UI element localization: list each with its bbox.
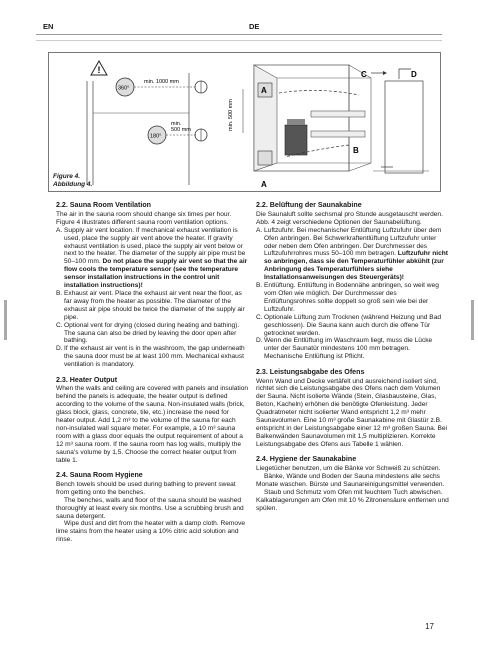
column-german [256, 202, 449, 513]
list-item-d [56, 345, 249, 369]
header-rule-secondary [36, 40, 442, 41]
svg-text:500 mm: 500 mm [171, 127, 191, 133]
section-title-ventilation: 2.2. Belüftung der Saunakabine [256, 201, 362, 209]
section-title-hygiene: 2.4. Sauna Room Hygiene [56, 471, 143, 479]
section-title-ventilation: 2.2. Sauna Room Ventilation [56, 201, 151, 209]
list-text: Optionale Lüftung zum Trocknen (während Heizung und Bad geschlossen). Die Sauna kann auch durch die offene Tür getrocknet werden. [264, 313, 442, 337]
warning-icon [91, 61, 107, 75]
section-title-heater-output: 2.3. Heater Output [56, 375, 118, 384]
heater-360-icon [116, 78, 134, 96]
ventilation-intro: Die Saunaluft sollte sechsmal pro Stunde ausgetauscht werden. Abb. 4 zeigt verschiedene Optionen der Saunabelüftung. [256, 210, 443, 226]
sauna-room-drawing [243, 65, 429, 173]
list-item-c [256, 314, 449, 338]
ventilation-figure [48, 52, 441, 192]
list-letter: A. [56, 226, 63, 234]
dimension-label-1000: min. 1000 mm [144, 79, 179, 85]
hygiene-paragraph-2: Bänke, Wände und Boden der Sauna mindestens alle sechs Monate waschen. Bürste und Saunareinigungsmittel verwenden. [256, 473, 445, 488]
list-letter: C. [256, 313, 263, 321]
language-tag-en: EN [43, 22, 54, 31]
list-item-d [256, 337, 449, 361]
vent-label-a-top: A [261, 86, 267, 95]
list-text: Luftzufuhr. Bei mechanischer Entlüftung Luftzufuhr über dem Ofen anbringen. Bei Schwerkraftentlüftung Luftzufuhr unter oder neben dem Ofen anbringen. Der Durchmesser des Luftzufuhrrohres muss 50–100 mm betragen. [264, 226, 442, 258]
list-text: Optional vent for drying (closed during heating and bathing). The sauna can also be dried by leaving the door open after bathing. [64, 321, 240, 345]
list-letter: D. [56, 345, 63, 353]
section-title-hygiene: 2.4. Hygiene der Saunakabine [256, 455, 357, 464]
warning-text: Luftzufuhr nicht so anbringen, dass sie den Temperaturfühler abkühlt (zur Anbringung des Temperaturfühlers siehe Installationsanweisungen des Steuergeräts)! [264, 250, 448, 282]
list-letter: D. [256, 337, 263, 345]
vent-label-d: D [411, 70, 417, 79]
degree-label-180: 180° [150, 133, 162, 140]
list-text: Entlüftung. Entlüftung in Bodennähe anbringen, so weit weg vom Ofen wie möglich. Der Durchmesser des Entlüftungsrohres sollte doppelt so groß sein wie bei der Luftzufuhr. [264, 282, 439, 313]
figure-caption-en: Figure 4. [53, 173, 81, 180]
person-icon-bottom [195, 129, 207, 141]
list-item-b [56, 290, 249, 322]
heater-180-icon [148, 126, 166, 144]
hygiene-paragraph-3: Staub und Schmutz vom Ofen mit feuchtem Tuch abwischen. Kalkablagerungen am Ofen mit 10 % Zitronensäure entfernen und spülen. [256, 488, 449, 512]
section-title-heater-output: 2.3. Leistungsabgabe des Ofens [256, 367, 365, 376]
list-letter: C. [56, 321, 63, 329]
figure-caption [53, 173, 92, 188]
vent-label-c: C [361, 70, 367, 79]
list-letter: B. [256, 282, 263, 290]
dimension-label-500-right: min. 500 mm [228, 99, 234, 131]
hygiene-paragraph-1: Liegetücher benutzen, um die Bänke vor Schweiß zu schützen. [256, 465, 441, 473]
list-text: Wenn die Entlüftung im Waschraum liegt, muss die Lücke unter der Saunatür mindestens 100 mm betragen. Mechanische Entlüftung ist Pflicht. [264, 337, 433, 361]
header-rule [36, 34, 442, 35]
person-icon-top [195, 81, 207, 93]
ventilation-intro: The air in the sauna room should change six times per hour. Figure 4 illustrates different sauna room ventilation options. [56, 210, 232, 226]
list-item-a [256, 227, 449, 282]
list-letter: B. [56, 289, 63, 297]
vent-label-a-bottom: A [261, 180, 267, 189]
list-text: If the exhaust air vent is in the washroom, the gap underneath the sauna door must be at least 100 mm. Mechanical exhaust ventilation is mandatory. [64, 345, 245, 369]
heater-output-text: Wenn Wand und Decke vertäfelt und ausreichend isoliert sind, richtet sich die Leistungsabgabe des Ofens nach dem Volumen der Sauna. Nicht isolierte Wände (Stein, Glasbausteine, Glas, Beton, Kacheln) erhöhen die benötigte Ofenleistung. Jeder Quadratmeter nicht isolierter Wand entspricht 1,2 m³ mehr Saunavolumen. Eine 10 m³ große Saunakabine mit Glastür z.B. entspricht in der Leistungsabgabe einer 12 m³ großen Sauna. Bei Balkenwänden Saunavolumen mit 1,5 multiplizieren. Korrekte Leistungsabgabe des Ofens aus Tabelle 1 wählen. [256, 377, 447, 448]
crop-mark-right [471, 300, 474, 340]
list-letter: A. [256, 226, 263, 234]
crop-mark-left [4, 300, 7, 340]
vent-label-b: B [353, 146, 359, 155]
hygiene-paragraph-3: Wipe dust and dirt from the heater with a damp cloth. Remove lime stains from the heater using a 10% citric acid solution and rinse. [56, 520, 246, 544]
heater-output-text: When the walls and ceiling are covered with panels and insulation behind the panels is adequate, the heater output is defined according to the volume of the sauna. Non-insulated walls (brick, glass block, glass, concrete, tile, etc.) increase the need for heater output. Add 1,2 m³ to the volume of the sauna for each non-insulated wall square meter. For example, a 10 m³ sauna room with a glass door equals the output requirement of about a 12 m³ sauna room. If the sauna room has log walls, multiply the sauna's volume by 1,5. Choose the correct heater output from table 1. [56, 385, 249, 464]
language-tag-de: DE [249, 22, 260, 31]
page-number: 17 [425, 622, 434, 631]
svg-text:!: ! [97, 65, 101, 75]
list-item-c [56, 322, 249, 346]
list-item-a [56, 227, 249, 290]
column-english [56, 202, 249, 544]
dimension-label-500-left: min. [171, 121, 182, 127]
list-item-b [256, 282, 449, 314]
degree-label-360: 360° [118, 85, 130, 92]
ventilation-diagram [49, 53, 441, 192]
list-text: Exhaust air vent. Place the exhaust air vent near the floor, as far away from the heater as possible. The diameter of the exhaust air pipe should be twice the diameter of the supply air pipe. [64, 289, 245, 321]
figure-caption-de: Abbildung 4. [53, 180, 93, 188]
warning-text: Do not place the supply air vent so that the air flow cools the temperature sensor (see the temperature sensor installation instructions in the control unit installation instructions)! [64, 258, 248, 290]
hygiene-paragraph-1: Bench towels should be used during bathing to prevent sweat from getting onto the benches. [56, 480, 236, 496]
hygiene-paragraph-2: The benches, walls and floor of the sauna should be washed thoroughly at least every six months. Use a scrubbing brush and sauna detergent. [56, 496, 244, 520]
list-text: Supply air vent location. If mechanical exhaust ventilation is used, place the supply air vent above the heater. If gravity exhaust ventilation is used, place the supply air vent below or next to the heater. The diameter of the supply air pipe must be 50–100 mm. [64, 226, 246, 266]
